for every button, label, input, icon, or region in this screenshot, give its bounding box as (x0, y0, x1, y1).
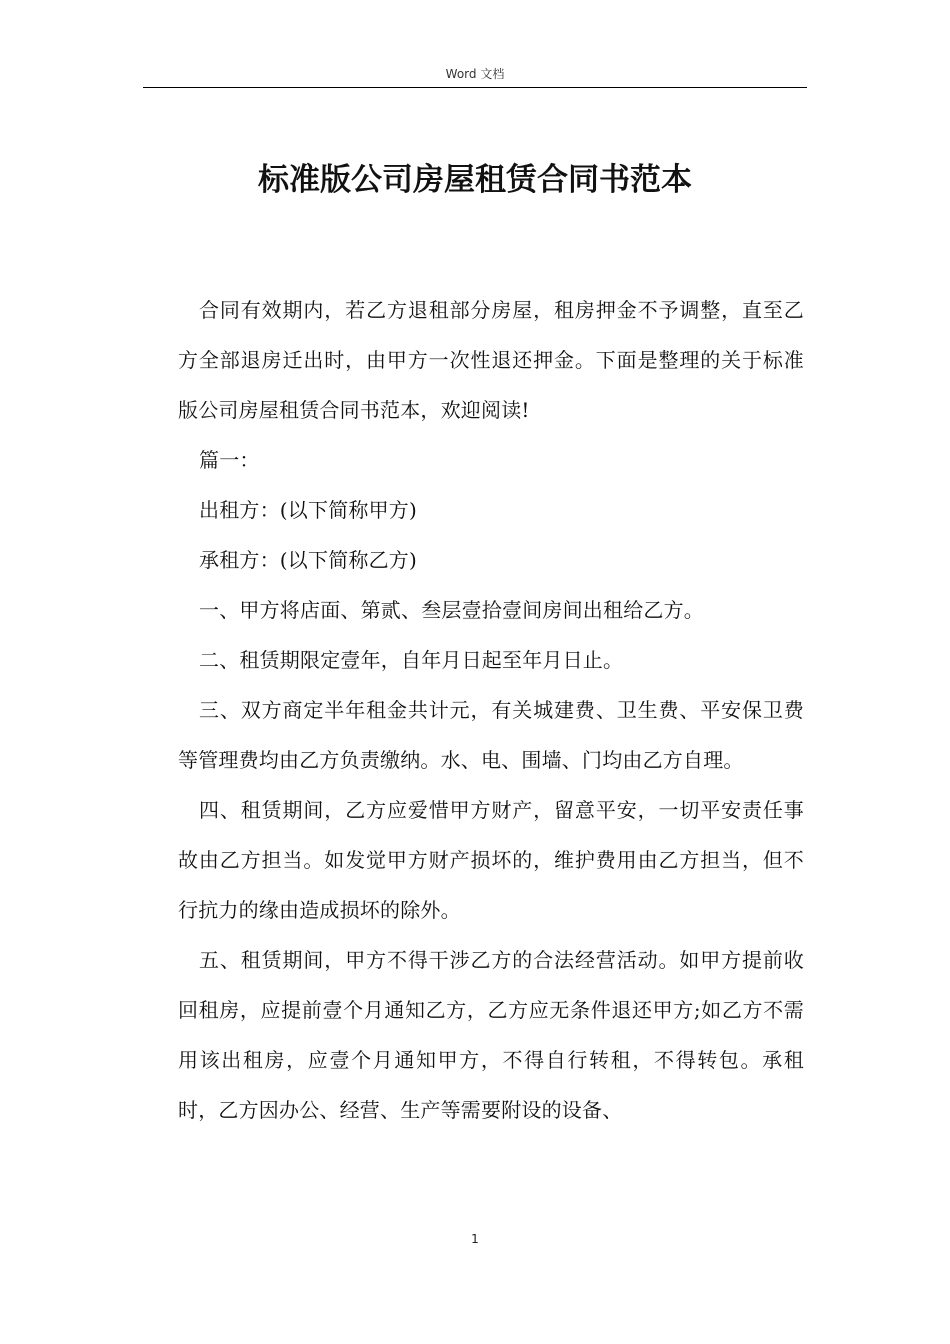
header-divider (143, 87, 807, 88)
paragraph-intro: 合同有效期内，若乙方退租部分房屋，租房押金不予调整，直至乙方全部退房迁出时，由甲方一次性退还押金。下面是整理的关于标准版公司房屋租赁合同书范本，欢迎阅读! (178, 298, 804, 422)
paragraph-clause-1: 一、甲方将店面、第贰、叁层壹拾壹间房间出租给乙方。 (199, 598, 704, 622)
page-header-label: Word 文档 (445, 67, 505, 81)
paragraph-clause-5: 五、租赁期间，甲方不得干涉乙方的合法经营活动。如甲方提前收回租房，应提前壹个月通知乙方，乙方应无条件退还甲方;如乙方不需用该出租房，应壹个月通知甲方，不得自行转租，不得转包。承租时，乙方因办公、经营、生产等需要附设的设备、 (178, 948, 804, 1122)
paragraph-clause-3: 三、双方商定半年租金共计元，有关城建费、卫生费、平安保卫费等管理费均由乙方负责缴纳。水、电、围墙、门均由乙方自理。 (178, 698, 804, 772)
paragraph-clause-2: 二、租赁期限定壹年，自年月日起至年月日止。 (199, 648, 624, 672)
paragraph-clause-4: 四、租赁期间，乙方应爱惜甲方财产，留意平安，一切平安责任事故由乙方担当。如发觉甲方财产损坏的，维护费用由乙方担当，但不行抗力的缘由造成损坏的除外。 (178, 798, 804, 922)
paragraph-section-heading: 篇一： (199, 448, 260, 472)
page-number: 1 (471, 1232, 479, 1246)
paragraph-lessor: 出租方：(以下简称甲方) (199, 498, 418, 522)
document-body (178, 285, 804, 1135)
document-title: 标准版公司房屋租赁合同书范本 (258, 162, 692, 198)
paragraph-lessee: 承租方：(以下简称乙方) (199, 548, 418, 572)
